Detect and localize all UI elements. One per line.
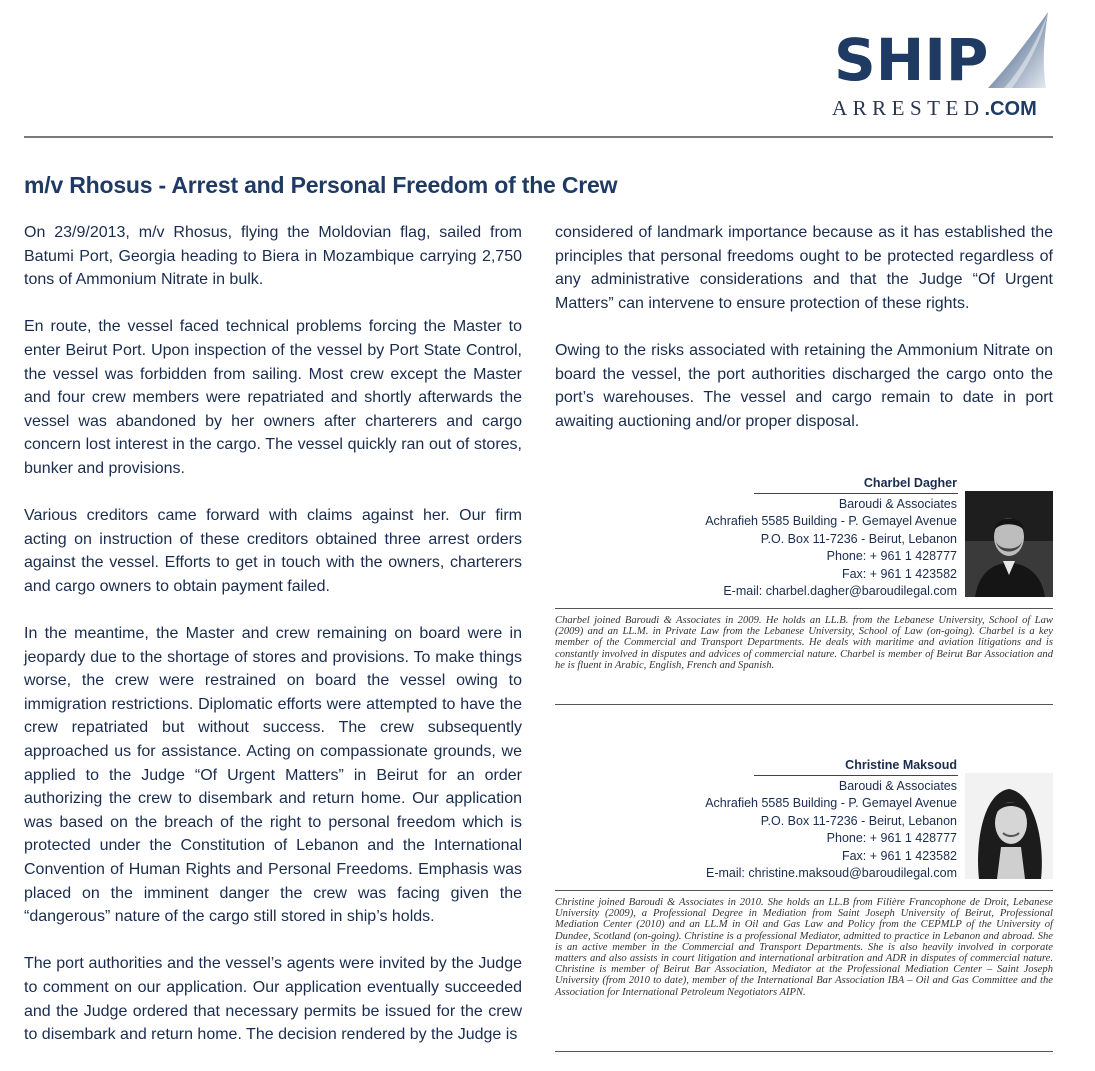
contact-card-christine (555, 756, 1053, 1056)
contact-fax: Fax: + 961 1 423582 (841, 848, 957, 863)
paragraph: In the meantime, the Master and crew remaining on board were in jeopardy due to the shortage of stores and provisions. To make things worse, the crew were restrained on board the vessel owing to immigration restrictions. Diplomatic efforts were attempted to have the crew repatriated but without success. The crew subsequently approached us for assistance. Acting on compassionate grounds, we applied to the Judge “Of Urgent Matters” in Beirut for an order authorizing the crew to disembark and return home. Our application was based on the breach of the right to personal freedom which is protected under the Constitution of Lebanon and the International Convention of Human Rights and Personal Freedoms. Emphasis was placed on the imminent danger the crew was facing given the “dangerous” nature of the cargo still stored in ship’s holds. (24, 625, 522, 926)
header-divider (24, 136, 1053, 138)
logo-arrested-text (832, 96, 1037, 121)
contact-phone: Phone: + 961 1 428777 (826, 831, 957, 846)
contact-details (705, 496, 957, 600)
contact-firm: Baroudi & Associates (838, 497, 957, 511)
bio-divider-bottom (555, 1051, 1053, 1052)
article-title: m/v Rhosus - Arrest and Personal Freedom of the Crew (24, 172, 618, 198)
paragraph: On 23/9/2013, m/v Rhosus, flying the Moldovian flag, sailed from Batumi Port, Georgia heading to Biera in Mozambique carrying 2,750 tons of Ammonium Nitrate in bulk. (24, 224, 522, 289)
contact-name: Christine Maksoud (845, 758, 957, 772)
contact-card-charbel (555, 474, 1053, 706)
contact-bio: Charbel joined Baroudi & Associates in 2009. He holds an LL.B. from the Lebanese University, School of Law (2009) and an LL.M. in Private Law from the Lebanese University, School of Law (on-going). Charbel is a key member of the Commercial and Transport Departments. He deals with maritime and aviation litigations and is constantly involved in disputes and advices of commercial nature. Charbel is member of Beirut Bar Association and he is fluent in Arabic, English, French and Spanish. (555, 615, 1053, 671)
contact-name-divider (754, 775, 958, 776)
logo-ship-text: SHIP (834, 26, 989, 94)
bio-divider-top (555, 608, 1053, 609)
contact-address-line1: Achrafieh 5585 Building - P. Gemayel Avenue (705, 514, 957, 529)
contact-email[interactable]: E-mail: christine.maksoud@baroudilegal.com (706, 866, 957, 881)
contact-name-divider (754, 493, 958, 494)
contact-address-line2: P.O. Box 11-7236 - Beirut, Lebanon (760, 813, 957, 828)
shiparrested-logo (828, 10, 1058, 122)
paragraph: considered of landmark importance because as it has established the principles that personal freedoms ought to be protected regardless of any administrative considerations and that the Judge “Of Urgent Matters” can intervene to ensure protection of these rights. (555, 224, 1053, 312)
article-left-column (24, 221, 522, 1070)
contact-address-line2: P.O. Box 11-7236 - Beirut, Lebanon (760, 531, 957, 546)
contact-name: Charbel Dagher (863, 476, 957, 490)
contact-photo (965, 491, 1053, 597)
paragraph: Owing to the risks associated with retaining the Ammonium Nitrate on board the vessel, the port authorities discharged the cargo onto the port’s warehouses. The vessel and cargo remain to date in port awaiting auctioning and/or proper disposal. (555, 341, 1053, 430)
bio-divider-top (555, 890, 1053, 891)
contact-photo (965, 773, 1053, 879)
contact-firm: Baroudi & Associates (838, 779, 957, 793)
contact-fax: Fax: + 961 1 423582 (841, 566, 957, 581)
contact-bio: Christine joined Baroudi & Associates in 2010. She holds an LL.B from Filière Francophone de Droit, Lebanese University (2009), a Professional Degree in Mediation from Saint Joseph University of Beirut, Professional Mediation Center (2010) and an LL.M in Oil and Gas Law and Policy from the CEPMLP of the University of Dundee, Scotland (on-going). Christine is a professional Mediator, admitted to practice in Lebanon and abroad. She is an active member in the Commercial and Transport Departments. She is also heavily involved in corporate matters and also assists in court litigation and international arbitration and ADR in disputes of commercial nature. Christine is member of Beirut Bar Association, Mediator at the Professional Mediation Center – Saint Joseph University (from 2010 to date), member of the International Bar Association IBA – Oil and Gas Committee and the Association for International Petroleum Negotiators AIPN. (555, 897, 1053, 998)
contact-address-line1: Achrafieh 5585 Building - P. Gemayel Avenue (705, 796, 957, 811)
paragraph: The port authorities and the vessel’s agents were invited by the Judge to comment on our application. Our application eventually succeeded and the Judge ordered that necessary permits be issued for the crew to disembark and return home. The decision rendered by the Judge is (24, 955, 522, 1044)
article-right-column (555, 221, 1053, 457)
contact-email[interactable]: E-mail: charbel.dagher@baroudilegal.com (723, 584, 957, 599)
paragraph: En route, the vessel faced technical problems forcing the Master to enter Beirut Port. Upon inspection of the vessel by Port State Control, the vessel was forbidden from sailing. Most crew except the Master and four crew members were repatriated and shortly afterwards the vessel was abandoned by her owners after charterers and cargo concern lost interest in the cargo. The vessel quickly ran out of stores, bunker and provisions. (24, 318, 522, 477)
contact-details (705, 778, 957, 882)
logo-com-text: .COM (984, 98, 1037, 120)
paragraph: Various creditors came forward with claims against her. Our firm acting on instruction of these creditors obtained three arrest orders against the vessel. Efforts to get in touch with the owners, charterers and cargo owners to obtain payment failed. (24, 507, 522, 595)
logo-arrested-word: ARRESTED (832, 96, 985, 120)
bio-divider-bottom (555, 704, 1053, 705)
portrait-man-image (965, 491, 1053, 597)
sail-icon (982, 10, 1056, 94)
portrait-woman-image (965, 773, 1053, 879)
contact-phone: Phone: + 961 1 428777 (826, 549, 957, 564)
